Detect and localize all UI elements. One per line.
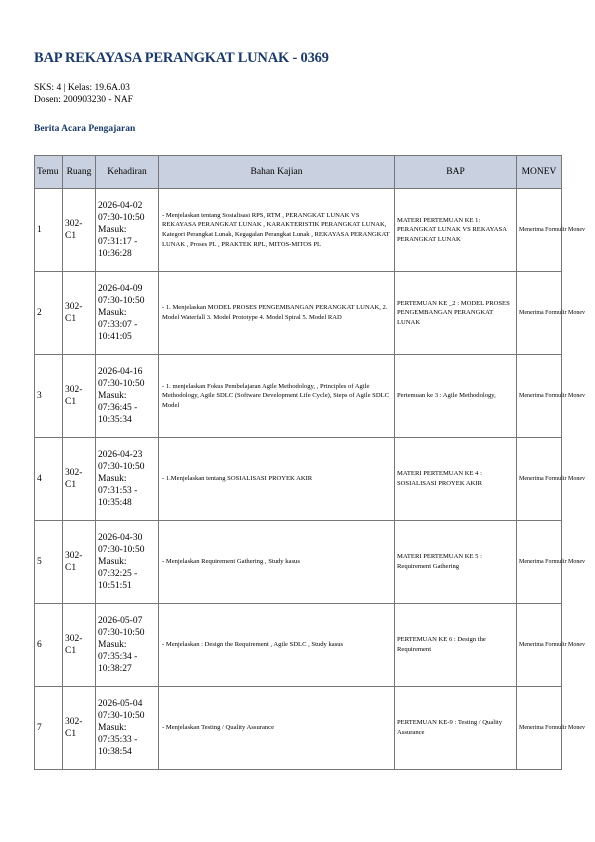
cell-ruang: 302-C1: [63, 189, 96, 272]
table-row: [35, 355, 562, 438]
cell-bap: Pertemuan ke 3 : Agile Methodology,: [395, 355, 517, 438]
table-row: [35, 438, 562, 521]
section-title: Berita Acara Pengajaran: [34, 124, 136, 134]
cell-bahan-kajian: - 1.Menjelaskan tentang SOSIALISASI PROYEK AKIR: [159, 438, 395, 521]
cell-kehadiran: 2026-05-04 07:30-10:50 Masuk: 07:35:33 - 10:38:54: [96, 687, 159, 770]
cell-kehadiran: 2026-05-07 07:30-10:50 Masuk: 07:35:34 - 10:38:27: [96, 604, 159, 687]
cell-monev: Menerima Formulir Monev: [517, 272, 562, 355]
cell-monev: Menerima Formulir Monev: [517, 604, 562, 687]
table-row: [35, 604, 562, 687]
cell-temu: 3: [35, 355, 63, 438]
table-header-row: [35, 156, 562, 189]
table-row: [35, 272, 562, 355]
cell-ruang: 302-C1: [63, 687, 96, 770]
cell-bahan-kajian: - Menjelaskan Testing / Quality Assurance: [159, 687, 395, 770]
cell-kehadiran: 2026-04-02 07:30-10:50 Masuk: 07:31:17 - 10:36:28: [96, 189, 159, 272]
cell-bap: PERTEMUAN KE-9 : Testing / Quality Assurance: [395, 687, 517, 770]
cell-bahan-kajian: - 1. menjelaskan Fokus Pembelajaran Agile Methodology, , Principles of Agile Methodology, Agile SDLC (Software Development Life Cycle), Steps of Agile SDLC Model: [159, 355, 395, 438]
cell-kehadiran: 2026-04-30 07:30-10:50 Masuk: 07:32:25 - 10:51:51: [96, 521, 159, 604]
bap-table: [34, 155, 585, 770]
header-ruang: Ruang: [63, 156, 96, 189]
cell-temu: 2: [35, 272, 63, 355]
cell-bahan-kajian: - 1. Menjelaskan MODEL PROSES PENGEMBANGAN PERANGKAT LUNAK, 2. Model Waterfall 3. Model Prototype 4. Model Spiral 5. Model RAD: [159, 272, 395, 355]
cell-bap: MATERI PERTEMUAN KE 5 : Requirement Gathering: [395, 521, 517, 604]
cell-bap: MATERI PERTEMUAN KE 4 : SOSIALISASI PROYEK AKIR: [395, 438, 517, 521]
cell-temu: 4: [35, 438, 63, 521]
cell-monev: Menerima Formulir Monev: [517, 189, 562, 272]
table-row: [35, 189, 562, 272]
cell-ruang: 302-C1: [63, 272, 96, 355]
cell-bap: PERTEMUAN KE _2 : MODEL PROSES PENGEMBANGAN PERANGKAT LUNAK: [395, 272, 517, 355]
header-kehadiran: Kehadiran: [96, 156, 159, 189]
header-temu: Temu: [35, 156, 63, 189]
table-row: [35, 521, 562, 604]
cell-monev: Menerima Formulir Monev: [517, 687, 562, 770]
cell-kehadiran: 2026-04-16 07:30-10:50 Masuk: 07:36:45 - 10:35:34: [96, 355, 159, 438]
cell-ruang: 302-C1: [63, 438, 96, 521]
table-row: [35, 687, 562, 770]
cell-ruang: 302-C1: [63, 355, 96, 438]
lecturer-info: Dosen: 200903230 - NAF: [34, 95, 133, 105]
cell-bahan-kajian: - Menjelaskan : Design the Requirement , Agile SDLC , Study kasus: [159, 604, 395, 687]
cell-monev: Menerima Formulir Monev: [517, 438, 562, 521]
cell-bap: MATERI PERTEMUAN KE 1: PERANGKAT LUNAK VS REKAYASA PERANGKAT LUNAK: [395, 189, 517, 272]
header-bahan-kajian: Bahan Kajian: [159, 156, 395, 189]
cell-monev: Menerima Formulir Monev: [517, 355, 562, 438]
header-monev: MONEV: [517, 156, 562, 189]
header-bap: BAP: [395, 156, 517, 189]
cell-temu: 5: [35, 521, 63, 604]
course-info: SKS: 4 | Kelas: 19.6A.03: [34, 83, 130, 93]
cell-kehadiran: 2026-04-09 07:30-10:50 Masuk: 07:33:07 - 10:41:05: [96, 272, 159, 355]
cell-bahan-kajian: - Menjelaskan Requirement Gathering , Study kasus: [159, 521, 395, 604]
cell-kehadiran: 2026-04-23 07:30-10:50 Masuk: 07:31:53 - 10:35:48: [96, 438, 159, 521]
cell-temu: 6: [35, 604, 63, 687]
cell-bap: PERTEMUAN KE 6 : Design the Requirement: [395, 604, 517, 687]
cell-temu: 1: [35, 189, 63, 272]
cell-bahan-kajian: - Menjelaskan tentang Sosialisasi RPS, RTM , PERANGKAT LUNAK VS REKAYASA PERANGKAT LUNAK , KARAKTERISTIK PERANGKAT LUNAK, Kategori Perangkat Lunak, Kegagalan Perangkat Lunak , REKAYASA PERANGKAT LUNAK , Proses PL , PRAKTEK RPL, MITOS-MITOS PL: [159, 189, 395, 272]
cell-ruang: 302-C1: [63, 521, 96, 604]
document-title: BAP REKAYASA PERANGKAT LUNAK - 0369: [34, 50, 329, 66]
cell-ruang: 302-C1: [63, 604, 96, 687]
cell-monev: Menerima Formulir Monev: [517, 521, 562, 604]
cell-temu: 7: [35, 687, 63, 770]
